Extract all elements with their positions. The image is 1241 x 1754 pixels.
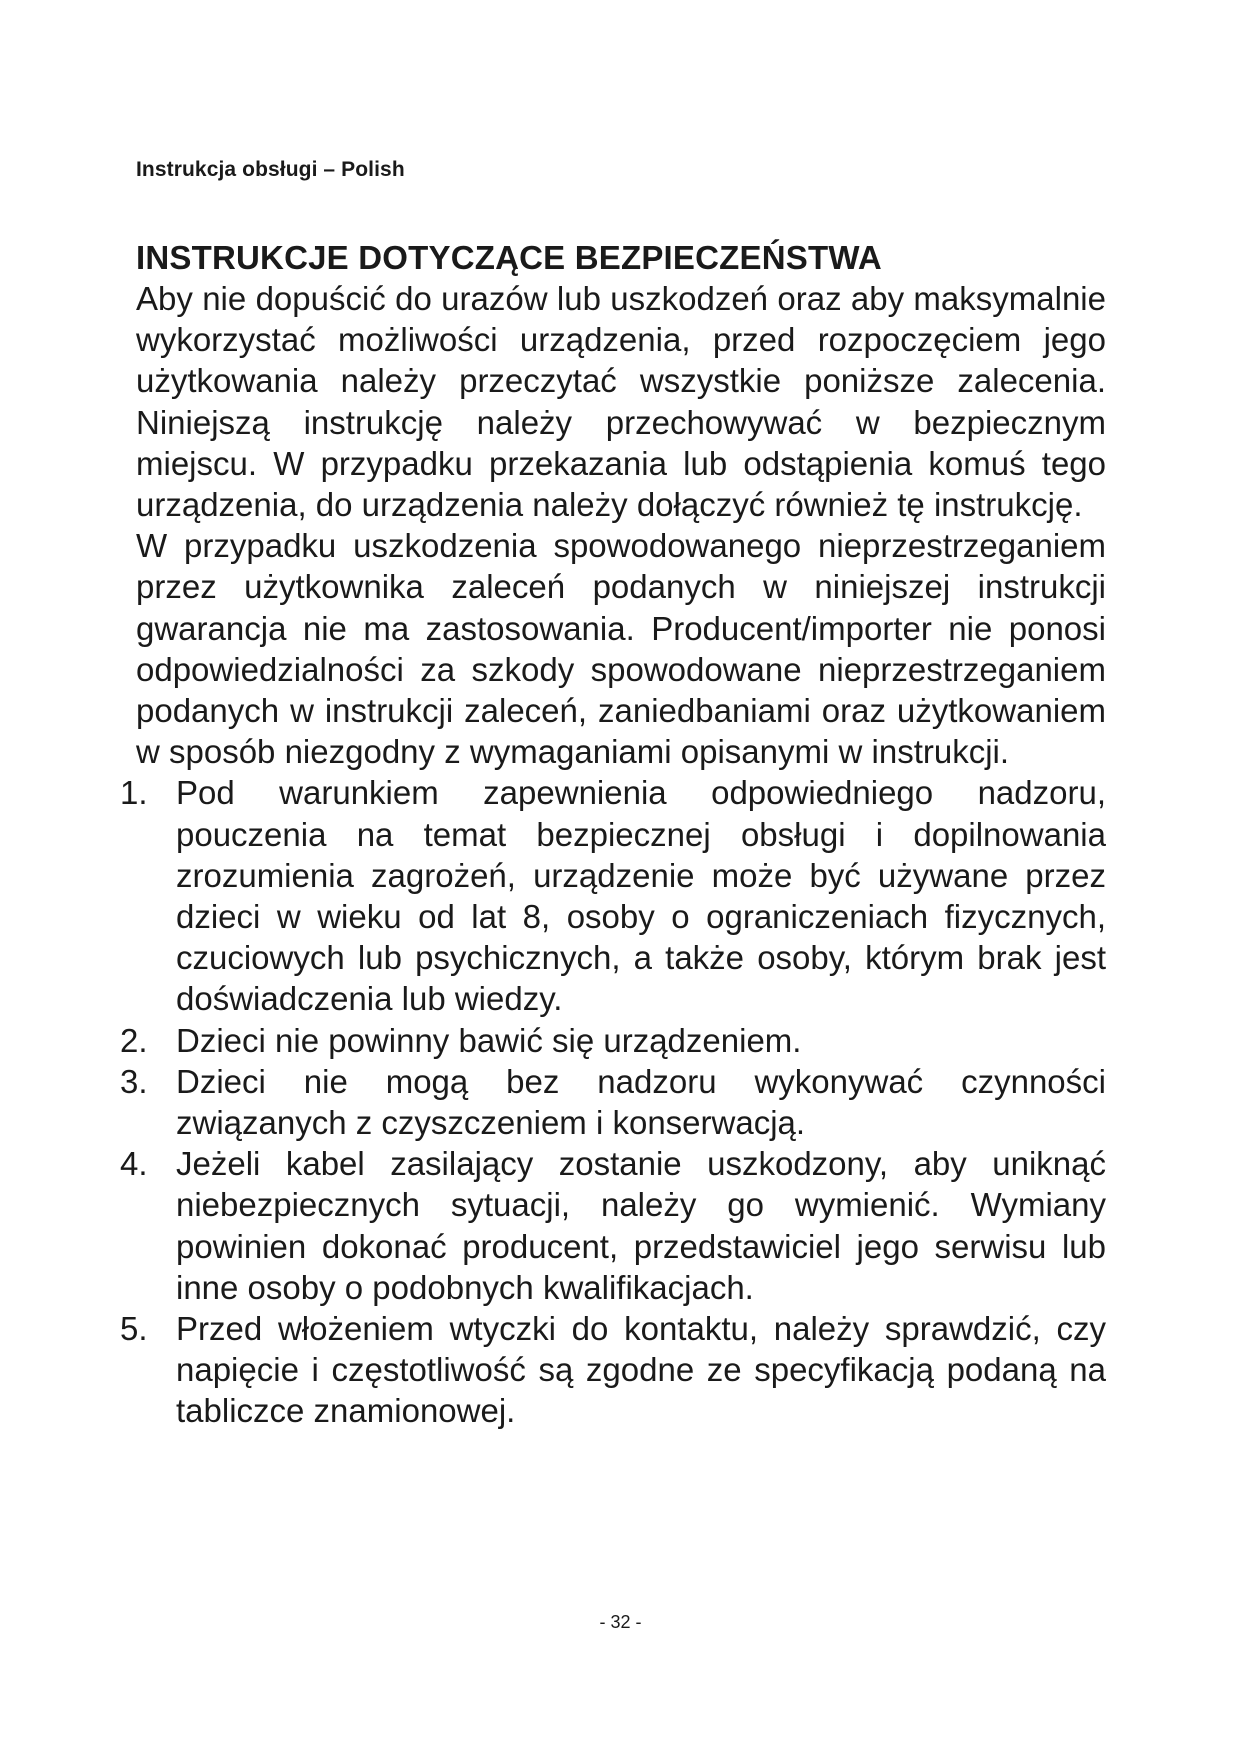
list-item xyxy=(120,772,1106,1019)
list-item-text: Jeżeli kabel zasilający zostanie uszkodzony, aby uniknąć niebezpiecznych sytuacji, należy go wymienić. Wymiany powinien dokonać producent, przedstawiciel jego serwisu lub inne osoby o podobnych kwalifikacjach. xyxy=(176,1145,1106,1306)
list-item-text: Dzieci nie mogą bez nadzoru wykonywać czynności związanych z czyszczeniem i konserwacją. xyxy=(176,1062,1106,1142)
section-title: INSTRUKCJE DOTYCZĄCE BEZPIECZEŃSTWA xyxy=(136,239,882,276)
list-item-number: 1. xyxy=(120,774,148,812)
list-item-number: 4. xyxy=(120,1145,148,1183)
document-content xyxy=(120,238,1106,1432)
page-header: Instrukcja obsługi – Polish xyxy=(136,158,405,181)
page-number: - 32 - xyxy=(599,1612,642,1632)
list-item-number: 2. xyxy=(120,1021,148,1059)
list-item xyxy=(120,1143,1106,1308)
list-item-number: 3. xyxy=(120,1062,148,1100)
list-item xyxy=(120,1061,1106,1143)
intro-paragraph: Aby nie dopuścić do urazów lub uszkodzeń oraz aby maksymalnie wykorzystać możliwości urządzenia, przed rozpoczęciem jego użytkowania należy przeczytać wszystkie poniższe zalecenia. Niniejszą instrukcję należy przechowywać w bezpiecznym miejscu. W przypadku przekazania lub odstąpienia komuś tego urządzenia, do urządzenia należy dołączyć również tę instrukcję. xyxy=(136,280,1106,524)
list-item xyxy=(120,1308,1106,1432)
list-item xyxy=(120,1020,1106,1061)
list-item-number: 5. xyxy=(120,1310,148,1348)
list-item-text: Przed włożeniem wtyczki do kontaktu, należy sprawdzić, czy napięcie i częstotliwość są zgodne ze specyfikacją podaną na tabliczce znamionowej. xyxy=(176,1310,1106,1430)
warranty-paragraph: W przypadku uszkodzenia spowodowanego nieprzestrzeganiem przez użytkownika zaleceń podanych w niniejszej instrukcji gwarancja nie ma zastosowania. Producent/importer nie ponosi odpowiedzialności za szkody spowodowane nieprzestrzeganiem podanych w instrukcji zaleceń, zaniedbaniami oraz użytkowaniem w sposób niezgodny z wymaganiami opisanymi w instrukcji. xyxy=(136,527,1106,771)
safety-list xyxy=(120,772,1106,1431)
list-item-text: Dzieci nie powinny bawić się urządzeniem. xyxy=(176,1021,802,1059)
list-item-text: Pod warunkiem zapewnienia odpowiedniego nadzoru, pouczenia na temat bezpiecznej obsługi i dopilnowania zrozumienia zagrożeń, urządzenie może być używane przez dzieci w wieku od lat 8, osoby o ograniczeniach fizycznych, czuciowych lub psychicznych, a także osoby, którym brak jest doświadczenia lub wiedzy. xyxy=(176,774,1106,1018)
